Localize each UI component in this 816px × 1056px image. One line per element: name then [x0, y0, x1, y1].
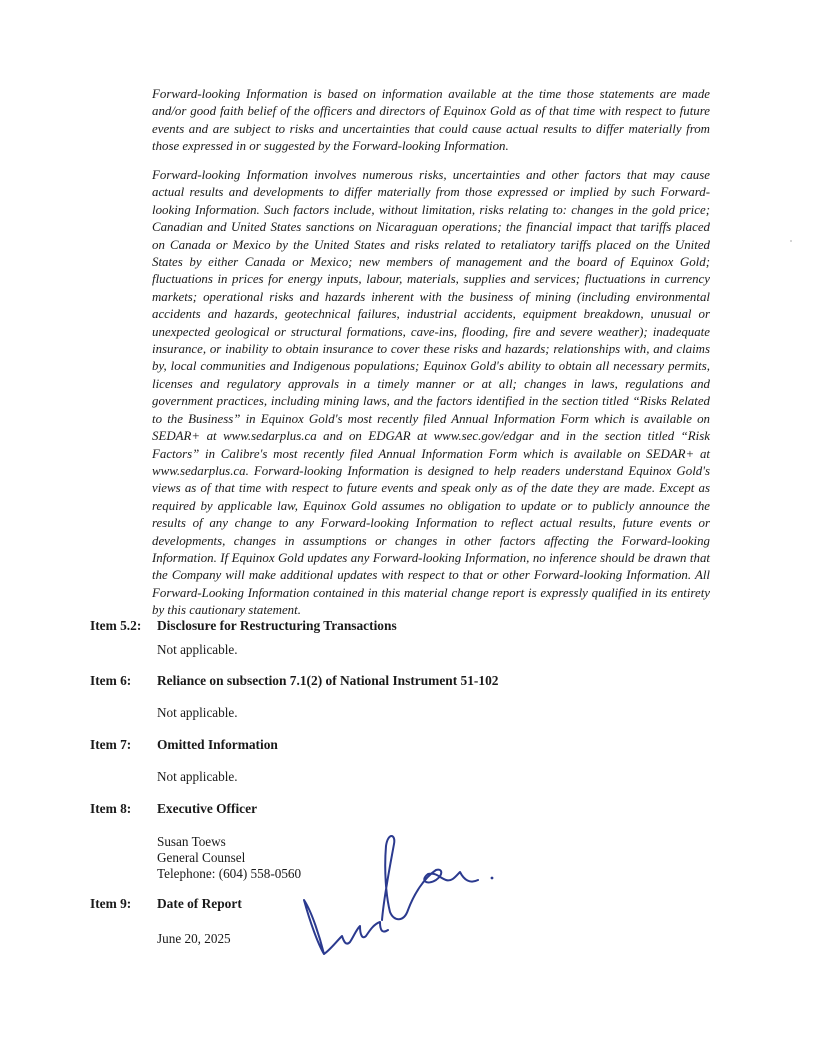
item-6-label: Item 6: — [90, 673, 132, 688]
executive-officer-contact — [157, 834, 301, 882]
forward-looking-paragraph-1: Forward-looking Information is based on information available at the time those statements are made and/or good faith belief of the officers and directors of Equinox Gold as of that time with respect to future events and are subject to risks and uncertainties that could cause actual results to differ materially from those expressed in or suggested by the Forward-looking Information. — [152, 87, 710, 154]
item-5-2-label: Item 5.2: — [90, 618, 142, 633]
item-8-label: Item 8: — [90, 801, 132, 816]
signature-stroke-1 — [304, 900, 388, 954]
item-7-body: Not applicable. — [157, 769, 238, 784]
item-8-title: Executive Officer — [157, 801, 258, 816]
officer-telephone: Telephone: (604) 558-0560 — [157, 866, 302, 881]
item-7-label: Item 7: — [90, 737, 132, 752]
officer-name: Susan Toews — [157, 834, 226, 849]
item-5-2-body: Not applicable. — [157, 642, 238, 657]
item-9-body: June 20, 2025 — [157, 931, 231, 946]
item-6-body: Not applicable. — [157, 705, 238, 720]
item-9-label: Item 9: — [90, 896, 132, 911]
signature-stroke-2 — [382, 836, 478, 920]
scan-speck — [790, 240, 792, 242]
item-7-title: Omitted Information — [157, 737, 278, 752]
officer-position: General Counsel — [157, 850, 246, 865]
item-6-title: Reliance on subsection 7.1(2) of National Instrument 51-102 — [157, 673, 499, 688]
signature-dot — [491, 877, 494, 880]
handwritten-signature — [296, 826, 506, 972]
forward-looking-paragraph-2: Forward-looking Information involves numerous risks, uncertainties and other factors that may cause actual results and developments to differ materially from those expressed or implied by such Forward-looking Information. Such factors include, without limitation, risks relating to: changes in the gold price; Canadian and United States sanctions on Nicaraguan operations; the financial impact that tariffs placed on Canada or Mexico by the United States and risks related to retaliatory tariffs placed on the United States by either Canada or Mexico; new members of management and the board of Equinox Gold; fluctuations in prices for energy inputs, labour, materials, supplies and services; fluctuations in currency markets; operational risks and hazards inherent with the business of mining (including environmental accidents and hazards, geotechnical failures, industrial accidents, equipment breakdown, unusual or unexpected geological or structural formations, cave-ins, flooding, fire and severe weather); inadequate insurance, or inability to obtain insurance to cover these risks and hazards; relationships with, and claims by, local communities and Indigenous populations; Equinox Gold's ability to obtain all necessary permits, licenses and regulatory approvals in a timely manner or at all; changes in laws, regulations and government practices, including mining laws, and the factors identified in the section titled “Risks Related to the Business” in Equinox Gold's most recently filed Annual Information Form which is available on SEDAR+ at www.sedarplus.ca and on EDGAR at www.sec.gov/edgar and in the section titled “Risk Factors” in Calibre's most recently filed Annual Information Form which is available on SEDAR+ at www.sedarplus.ca. Forward-looking Information is designed to help readers understand Equinox Gold's views as of that time with respect to future events and speak only as of the date they are made. Except as required by applicable law, Equinox Gold assumes no obligation to update or to publicly announce the results of any change to any Forward-looking Information to reflect actual results, future events or developments, changes in assumptions or changes in other factors affecting the Forward-looking Information. If Equinox Gold updates any Forward-looking Information, no inference should be drawn that the Company will make additional updates with respect to that or other Forward-looking Information. All Forward-Looking Information contained in this material change report is expressly qualified in its entirety by this cautionary statement. — [152, 168, 710, 618]
item-9-title: Date of Report — [157, 896, 242, 911]
item-5-2-title: Disclosure for Restructuring Transactions — [157, 618, 397, 633]
